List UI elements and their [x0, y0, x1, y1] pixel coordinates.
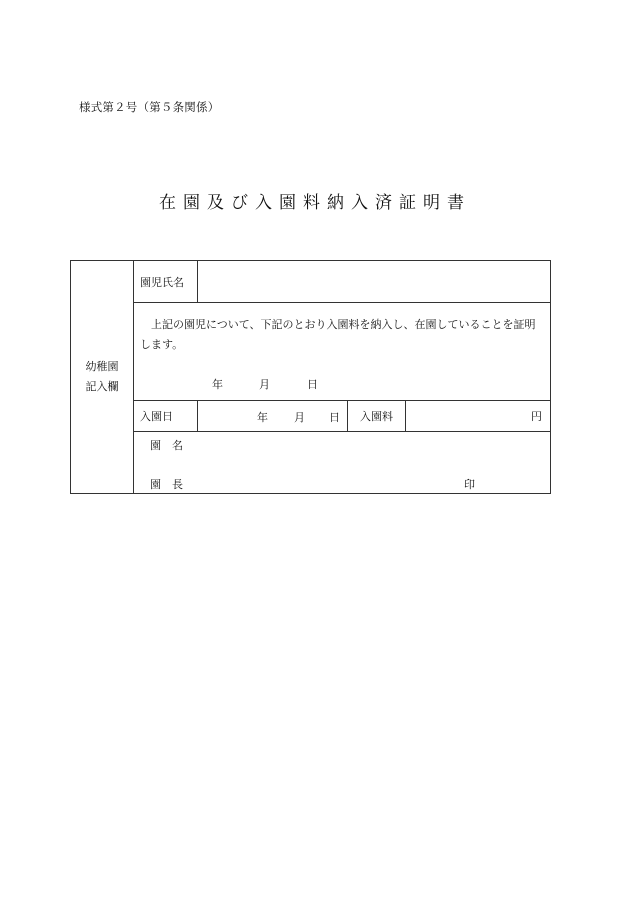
cert-date-year-label: 年	[212, 378, 223, 391]
cert-date-day-label: 日	[307, 378, 318, 391]
admission-date-day-label: 日	[329, 411, 340, 424]
yen-unit-label: 円	[531, 410, 543, 423]
certification-statement-cell	[134, 303, 551, 401]
admission-date-month-label: 月	[294, 411, 305, 424]
child-name-label: 園児氏名	[134, 261, 198, 303]
cert-date-month-label: 月	[259, 378, 270, 391]
document-title: 在園及び入園料納入済証明書	[159, 193, 471, 213]
side-label-line2: 記入欄	[85, 380, 119, 393]
admission-fee-field[interactable]	[406, 401, 551, 432]
seal-label: 印	[464, 478, 475, 491]
child-name-field[interactable]	[198, 261, 551, 303]
admission-date-year-label: 年	[257, 411, 268, 424]
admission-fee-label: 入園料	[348, 401, 406, 432]
school-info-cell	[134, 432, 551, 494]
admission-date-label: 入園日	[134, 401, 198, 432]
school-name-label: 園 名	[150, 439, 183, 452]
form-number: 様式第２号（第５条関係）	[79, 100, 220, 114]
side-label-line1: 幼稚園	[85, 360, 119, 373]
kindergarten-entry-section-label	[71, 261, 134, 494]
admission-date-field[interactable]	[198, 401, 348, 432]
principal-label: 園 長	[150, 478, 183, 491]
certificate-form-table	[70, 260, 551, 494]
certification-text: 上記の園児について、下記のとおり入園料を納入し、在園していることを証明します。	[140, 318, 536, 351]
